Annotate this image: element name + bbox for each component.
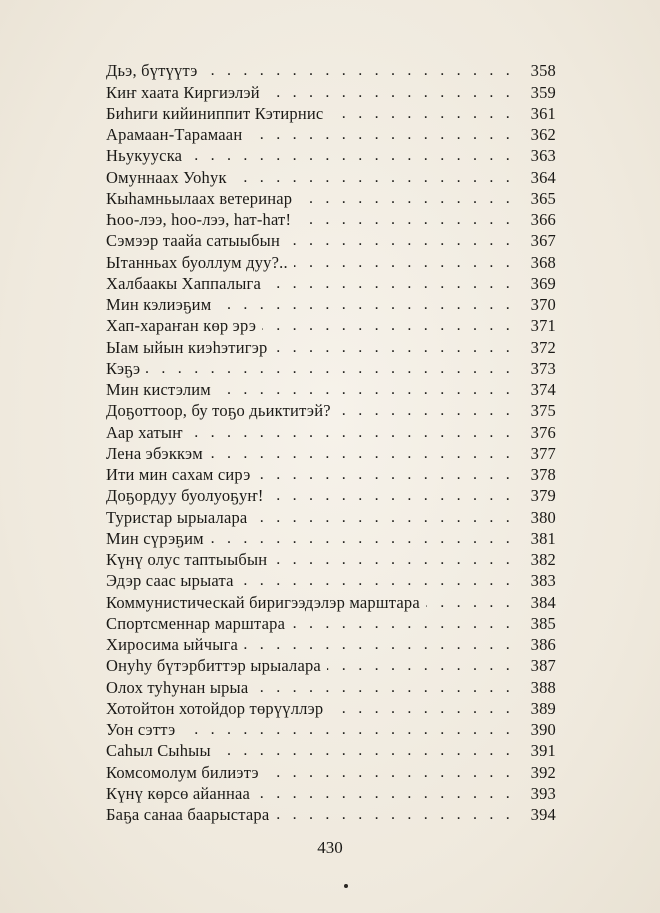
dot-leader (217, 740, 514, 761)
toc-entry (106, 336, 556, 357)
toc-entry-title: Хотойтон хотойдор төрүүллэр (106, 698, 324, 718)
toc-entry-page: 383 (530, 571, 556, 591)
toc-entry-title: Коммунистическай биригээдэлэр марштара (106, 592, 420, 612)
toc-entry-page: 379 (530, 486, 556, 506)
toc-entry (106, 783, 556, 804)
dot-leader (257, 464, 514, 485)
toc-entry-title: Лена эбэккэм (106, 443, 203, 463)
toc-entry-title: Биһиги кийиниппит Кэтирнис (106, 103, 324, 123)
toc-entry-title: Кыһамньылаах ветеринар (106, 188, 293, 208)
toc-entry-page: 391 (530, 741, 556, 761)
toc-entry-title: Доҕордуу буолуоҕуҥ! (106, 486, 264, 506)
toc-entry (106, 591, 556, 612)
toc-entry-page: 388 (530, 677, 556, 697)
toc-entry-title: Дьэ, бүтүүтэ (106, 61, 198, 81)
toc-entry (106, 740, 556, 761)
toc-entry-title: Олох туһунан ырыа (106, 677, 249, 697)
toc-entry-title: Күнү олус таптыыбын (106, 550, 268, 569)
dot-leader (426, 592, 514, 613)
toc-entry-page: 376 (530, 422, 556, 442)
dot-leader (273, 337, 514, 358)
dot-leader (265, 762, 514, 783)
toc-entry-title: Мин кэлиэҕим (106, 295, 212, 314)
toc-entry (106, 698, 556, 719)
dot-leader (217, 379, 514, 400)
toc-entry (106, 251, 556, 272)
toc-entry (106, 209, 556, 230)
dot-leader (275, 804, 514, 825)
toc-entry-page: 371 (530, 316, 556, 336)
toc-entry-page: 375 (530, 401, 556, 421)
toc-entry-title: Мин кистэлим (106, 380, 211, 399)
toc-entry-title: Онуһу бүтэрбиттэр ырыалара (106, 656, 321, 676)
toc-entry-page: 390 (530, 720, 556, 739)
toc-entry-title: Киҥ хаата Киргиэлэй (106, 82, 260, 102)
toc-entry-title: Арамаан-Тарамаан (106, 125, 243, 144)
toc-entry-page: 367 (530, 231, 556, 251)
toc-entry-title: Саһыл Сыһыы (106, 741, 211, 761)
dot-leader (273, 549, 514, 570)
dot-leader (233, 167, 514, 188)
toc-entry (106, 188, 556, 209)
toc-entry-page: 378 (530, 465, 556, 484)
dot-leader (254, 677, 514, 698)
dot-leader (188, 145, 514, 166)
toc-entry-page: 358 (530, 61, 556, 81)
dot-leader (286, 230, 514, 251)
toc-entry-page: 384 (530, 592, 556, 612)
toc-entry (106, 804, 556, 825)
dot-leader (297, 209, 514, 230)
toc-entry-title: Ытанньах буоллум дуу?.. (106, 252, 288, 272)
toc-entry-page: 374 (530, 380, 556, 399)
toc-entry (106, 145, 556, 166)
dot-leader (298, 188, 514, 209)
toc-entry-title: Спортсменнар марштара (106, 613, 286, 633)
dot-leader (217, 294, 514, 315)
dot-leader (189, 422, 514, 443)
dot-leader (262, 315, 514, 336)
toc-entry-page: 373 (530, 358, 556, 378)
toc-entry-title: Мин сүрэҕим (106, 528, 204, 548)
dot-leader (329, 103, 514, 124)
toc-entry (106, 230, 556, 251)
toc-entry-page: 380 (530, 507, 556, 527)
toc-entry-page: 370 (530, 295, 556, 314)
toc-entry-title: Ыам ыйын киэһэтигэр (106, 337, 268, 357)
toc-entry (106, 485, 556, 506)
toc-entry-title: Омуннаах Уоһук (106, 167, 227, 187)
dot-leader (291, 613, 514, 634)
toc-entry-page: 393 (530, 783, 556, 803)
dot-leader (270, 485, 514, 506)
toc-entry-page: 364 (530, 167, 556, 187)
toc-entry (106, 379, 556, 400)
toc-entry (106, 443, 556, 464)
toc-entry (106, 421, 556, 442)
toc-entry (106, 634, 556, 655)
page-number: 430 (317, 838, 343, 857)
toc-entry (106, 358, 556, 379)
toc-entry-title: Аар хатыҥ (106, 422, 183, 442)
dot-leader (181, 719, 514, 740)
dot-leader (240, 570, 514, 591)
toc-entry-page: 362 (530, 125, 556, 144)
toc-entry-page: 387 (530, 656, 556, 676)
toc-entry-page: 366 (530, 210, 556, 229)
toc-entry-title: Күнү көрсө айаннаа (106, 783, 251, 803)
toc-entry (106, 655, 556, 676)
toc-entry-page: 385 (530, 613, 556, 633)
toc-entry-page: 361 (530, 103, 556, 123)
toc-entry (106, 400, 556, 421)
dot-leader (337, 400, 514, 421)
toc-entry-page: 363 (530, 146, 556, 166)
toc-entry (106, 81, 556, 102)
toc-entry-title: Хап-хараҥан көр эрэ (106, 316, 257, 336)
toc-entry-page: 392 (530, 762, 556, 782)
dot-leader (253, 507, 514, 528)
toc-entry (106, 166, 556, 187)
toc-entry-title: Уон сэттэ (106, 720, 176, 739)
toc-entry-page: 377 (530, 443, 556, 463)
table-of-contents (106, 60, 556, 825)
dot-leader (329, 698, 514, 719)
toc-entry-page: 394 (530, 805, 556, 824)
toc-entry-page: 386 (530, 635, 556, 654)
toc-entry-page: 372 (530, 337, 556, 357)
toc-entry (106, 676, 556, 697)
toc-entry-page: 365 (530, 188, 556, 208)
dot-leader (209, 443, 514, 464)
dot-leader (256, 783, 514, 804)
toc-entry-title: Халбаакы Хаппалыга (106, 273, 262, 293)
toc-entry-title: Һоо-лээ, һоо-лээ, һат-һат! (106, 210, 292, 229)
toc-entry (106, 294, 556, 315)
toc-entry-title: Хиросима ыйчыга (106, 635, 238, 654)
toc-entry (106, 124, 556, 145)
toc-entry (106, 528, 556, 549)
toc-entry (106, 315, 556, 336)
toc-entry-title: Баҕа санаа баарыстара (106, 805, 270, 824)
toc-entry (106, 613, 556, 634)
toc-entry (106, 719, 556, 740)
toc-entry-title: Комсомолум билиэтэ (106, 762, 259, 782)
dot-leader (204, 60, 514, 81)
toc-entry-title: Доҕоттоор, бу тоҕо дьиктитэй? (106, 401, 331, 421)
toc-entry-page: 381 (530, 528, 556, 548)
toc-entry (106, 103, 556, 124)
toc-entry-page: 382 (530, 550, 556, 569)
ink-speck (344, 884, 348, 888)
toc-entry-title: Эдэр саас ырыата (106, 571, 234, 591)
toc-entry-title: Ити мин сахам сирэ (106, 465, 251, 484)
dot-leader (327, 655, 514, 676)
toc-entry-title: Туристар ырыалара (106, 507, 248, 527)
dot-leader (146, 358, 514, 379)
toc-entry (106, 761, 556, 782)
toc-entry (106, 570, 556, 591)
toc-entry-page: 389 (530, 698, 556, 718)
dot-leader (210, 528, 514, 549)
dot-leader (248, 124, 514, 145)
toc-entry-title: Ньукууска (106, 146, 183, 166)
dot-leader (294, 252, 514, 273)
toc-entry-page: 359 (530, 82, 556, 102)
dot-leader (244, 634, 514, 655)
toc-entry (106, 549, 556, 570)
toc-entry-page: 368 (530, 252, 556, 272)
toc-entry (106, 464, 556, 485)
toc-entry (106, 506, 556, 527)
toc-entry-page: 369 (530, 273, 556, 293)
dot-leader (267, 273, 514, 294)
toc-entry (106, 60, 556, 81)
toc-entry (106, 273, 556, 294)
toc-entry-title: Кэҕэ (106, 358, 141, 378)
dot-leader (266, 82, 514, 103)
toc-entry-title: Сэмээр таайа сатыыбын (106, 231, 280, 251)
